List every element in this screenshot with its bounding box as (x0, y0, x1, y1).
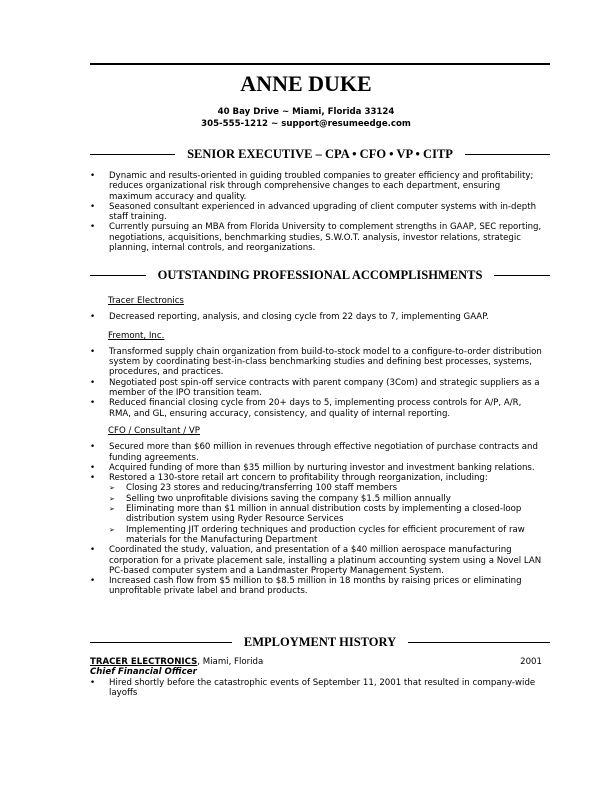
list-item: • Transformed supply chain organization from build-to-stock model to a configure-to-order distribution system by coordinating best-in-class benchmarking studies and defining best processes, systems, procedures, and practices. (90, 347, 545, 378)
sub-list-item: ➢ Eliminating more than $1 million in annual distribution costs by implementing a closed-loop distribution system using Ryder Resource Services (109, 504, 545, 525)
sub-list-item: ➢ Selling two unprofitable divisions saving the company $1.5 million annually (109, 494, 545, 504)
list-item (90, 473, 545, 545)
job-bullets (90, 678, 542, 699)
candidate-name: ANNE DUKE (240, 71, 372, 96)
list-item-text: Restored a 130-store retail art concern to profitability through reorganization, including: (109, 473, 488, 484)
sub-bullets (109, 483, 545, 545)
heading-rule-right (465, 154, 550, 155)
job-company-line (90, 657, 263, 667)
sub-list-item: ➢ Implementing JIT ordering techniques and production cycles for efficient procurement of raw materials for the Manufacturing Department (109, 525, 545, 546)
job-company: TRACER ELECTRONICS (90, 657, 198, 667)
list-item: • Coordinated the study, valuation, and presentation of a $40 million aerospace manufacturing corporation for a private placement sale, installing a platinum accounting system using a Novel LAN PC-based computer system and a Landmaster Property Management System. (90, 545, 545, 576)
summary-section (90, 171, 545, 253)
fremont-bullets (90, 347, 545, 419)
summary-heading (90, 149, 550, 159)
company-label-tracer: Tracer Electronics (108, 296, 184, 306)
list-item: • Negotiated post spin-off service contracts with parent company (3Com) and strategic suppliers as a member of the IPO transition team. (90, 378, 545, 399)
company-label-fremont: Fremont, Inc. (108, 330, 165, 341)
employment-heading (90, 637, 550, 647)
cfo-bullets (90, 442, 545, 596)
heading-rule-left (90, 642, 232, 643)
list-item: • Currently pursuing an MBA from Florida University to complement strengths in GAAP, SEC reporting, negotiations, acquisitions, benchmarking studies, S.W.O.T. analysis, investor relations, strategic planning, internal controls, and reorganizations. (90, 222, 545, 253)
heading-rule-left (90, 154, 175, 155)
list-item: • Acquired funding of more than $35 million by nurturing investor and investment banking relations. (90, 463, 545, 473)
job-year: 2001 (520, 657, 542, 667)
employment-section (90, 657, 542, 698)
list-item: • Secured more than $60 million in revenues through effective negotiation of purchase contracts and funding agreements. (90, 442, 545, 463)
company-label-cfo: CFO / Consultant / VP (108, 425, 200, 436)
sub-list-item: ➢ Closing 23 stores and reducing/transferring 100 staff members (109, 483, 545, 493)
address-line: 40 Bay Drive ~ Miami, Florida 33124 (217, 107, 395, 117)
list-item: • Decreased reporting, analysis, and closing cycle from 22 days to 7, implementing GAAP. (90, 312, 545, 322)
phone-email-line: 305-555-1212 ~ support@resumeedge.com (201, 119, 411, 129)
accomplishments-section (90, 296, 545, 597)
section-title: EMPLOYMENT HISTORY (243, 635, 397, 649)
list-item: • Increased cash flow from $5 million to $8.5 million in 18 months by raising prices or eliminating unprofitable private label and brand products. (90, 576, 545, 597)
heading-rule-left (90, 275, 146, 276)
heading-rule-right (494, 275, 550, 276)
job-title: Chief Financial Officer (90, 667, 197, 678)
list-item: • Reduced financial closing cycle from 20+ days to 5, implementing process controls for A/P, A/R, RMA, and GL, ensuring accuracy, consistency, and quality of internal reporting. (90, 398, 545, 419)
section-title: OUTSTANDING PROFESSIONAL ACCOMPLISHMENTS (157, 268, 483, 282)
top-rule (90, 63, 550, 65)
summary-bullets (90, 171, 545, 253)
accomplishments-heading (90, 270, 550, 280)
list-item: • Dynamic and results-oriented in guiding troubled companies to greater efficiency and profitability; reduces organizational risk through comprehensive changes to each department, ensuring maximum accuracy and quality. (90, 171, 545, 202)
tracer-bullets (90, 312, 545, 322)
list-item: • Seasoned consultant experienced in advanced upgrading of client computer systems with in-depth staff training. (90, 202, 545, 223)
heading-rule-right (408, 642, 550, 643)
list-item: • Hired shortly before the catastrophic events of September 11, 2001 that resulted in company-wide layoffs (90, 678, 542, 699)
job-header (90, 657, 542, 667)
job-location: , Miami, Florida (197, 657, 264, 667)
section-title: SENIOR EXECUTIVE – CPA • CFO • VP • CITP (187, 147, 453, 161)
